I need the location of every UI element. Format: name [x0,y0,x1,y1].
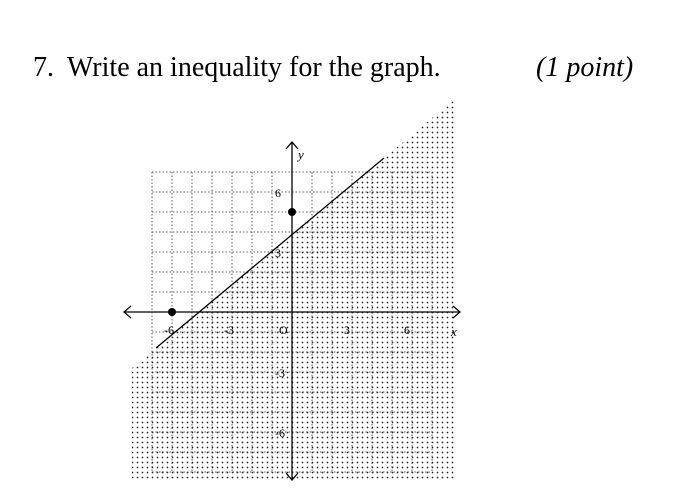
x-tick-label: -3 [224,323,234,337]
plotted-point [168,308,176,316]
x-axis-label: x [451,324,457,339]
x-tick-label: 3 [344,323,350,337]
x-tick-label: -6 [164,323,174,337]
y-tick-label: -3 [275,366,285,380]
question-number: 7. [33,52,54,83]
question-points: (1 point) [536,52,634,83]
y-axis-label: y [298,147,304,162]
x-tick-label: 6 [404,323,410,337]
plotted-point [288,208,296,216]
shaded-region [132,100,454,480]
question-prompt: Write an inequality for the graph. [67,52,441,83]
y-tick-label: 3 [275,246,281,260]
shaded-half-plane [132,100,454,480]
y-tick-label: -6 [275,426,285,440]
x-tick-label: O [279,323,288,337]
y-tick-label: 6 [275,186,281,200]
